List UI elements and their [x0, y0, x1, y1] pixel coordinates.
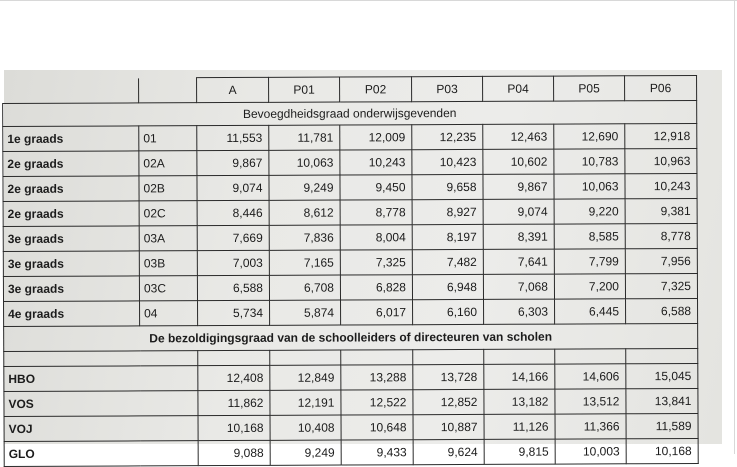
salary-value: 12,235	[412, 124, 483, 149]
salary-value: 11,589	[626, 413, 698, 438]
salary-value: 9,249	[269, 175, 340, 200]
salary-value: 10,602	[483, 149, 554, 174]
salary-table	[2, 75, 699, 467]
salary-value: 12,849	[270, 365, 341, 390]
table-row	[3, 248, 697, 276]
salary-value: 10,887	[413, 414, 484, 439]
salary-value: 12,408	[198, 365, 270, 390]
salary-value: 7,641	[483, 249, 554, 274]
spacer-cell	[555, 348, 626, 363]
grade-label: 2e graads	[3, 200, 139, 226]
salary-table-body	[3, 75, 699, 466]
salary-value: 8,391	[483, 224, 554, 249]
salary-value: 10,243	[625, 173, 697, 198]
salary-value: 8,778	[340, 199, 412, 224]
salary-value: 6,708	[269, 275, 340, 300]
spacer-cell	[4, 350, 198, 366]
salary-value: 9,381	[625, 198, 697, 223]
salary-value: 12,852	[413, 389, 484, 414]
salary-value: 9,433	[341, 439, 413, 464]
salary-value: 9,624	[413, 439, 484, 464]
grade-label: 2e graads	[3, 150, 139, 176]
school-type-label: VOS	[4, 390, 198, 416]
salary-value: 11,366	[555, 413, 626, 438]
school-type-label: HBO	[4, 365, 198, 391]
salary-value: 14,606	[555, 363, 626, 388]
salary-value: 8,612	[269, 200, 340, 225]
salary-value: 10,648	[341, 414, 413, 439]
salary-value: 7,956	[625, 248, 697, 273]
grade-code: 02C	[139, 200, 197, 225]
salary-value: 12,463	[483, 124, 554, 149]
salary-value: 9,815	[484, 439, 555, 464]
grade-code: 01	[139, 125, 197, 150]
salary-value: 13,728	[413, 364, 484, 389]
salary-value: 9,220	[554, 198, 625, 223]
table-row	[4, 413, 698, 441]
table-row	[3, 198, 697, 226]
salary-value: 8,197	[412, 224, 483, 249]
grade-code: 03B	[139, 250, 197, 275]
grade-label: 2e graads	[3, 175, 139, 201]
spacer-cell	[484, 349, 555, 364]
salary-value: 10,168	[198, 415, 270, 440]
salary-value: 8,446	[197, 200, 269, 225]
salary-value: 12,522	[341, 389, 413, 414]
table-row	[4, 438, 698, 466]
salary-value: 10,168	[626, 438, 698, 463]
salary-value: 10,963	[625, 148, 697, 173]
salary-value: 6,588	[626, 298, 698, 323]
salary-value: 12,191	[270, 390, 341, 415]
salary-value: 8,004	[340, 224, 412, 249]
salary-value: 13,182	[484, 389, 555, 414]
salary-value: 7,482	[412, 249, 483, 274]
grade-label: 4e graads	[4, 300, 140, 326]
spacer-cell	[626, 348, 698, 363]
salary-value: 10,063	[554, 173, 625, 198]
salary-value: 6,160	[413, 299, 484, 324]
salary-value: 7,068	[483, 274, 554, 299]
salary-value: 5,734	[198, 300, 270, 325]
school-type-label: GLO	[4, 440, 198, 466]
salary-value: 9,074	[483, 199, 554, 224]
table-row	[3, 173, 697, 201]
column-header: A	[197, 77, 269, 102]
salary-value: 8,927	[412, 199, 483, 224]
salary-value: 9,867	[197, 150, 269, 175]
grade-label: 3e graads	[3, 225, 139, 251]
grade-code: 04	[140, 300, 198, 325]
column-header-row	[3, 75, 697, 103]
salary-value: 8,585	[554, 223, 625, 248]
column-header: P02	[340, 77, 412, 102]
salary-value: 5,874	[270, 300, 341, 325]
section-title-row	[4, 323, 698, 351]
grade-label: 1e graads	[3, 125, 139, 151]
spacer-cell	[270, 350, 341, 365]
table-row	[3, 123, 697, 151]
salary-value: 9,450	[340, 174, 412, 199]
grade-code: 03C	[139, 275, 197, 300]
salary-value: 7,325	[625, 273, 697, 298]
section-title: De bezoldigingsgraad van de schoolleiders of directeuren van scholen	[4, 323, 698, 351]
salary-value: 9,867	[483, 174, 554, 199]
salary-value: 13,841	[626, 388, 698, 413]
school-type-label: VOJ	[4, 415, 198, 441]
table-row	[3, 148, 697, 176]
corner-cell	[139, 78, 197, 103]
grade-code: 02A	[139, 150, 197, 175]
salary-value: 7,836	[269, 225, 340, 250]
salary-value: 9,088	[198, 440, 270, 465]
corner-cell	[3, 78, 139, 103]
spacer-cell	[341, 349, 413, 364]
table-row	[3, 273, 697, 301]
table-row	[4, 388, 698, 416]
salary-value: 7,799	[554, 248, 625, 273]
column-header: P01	[269, 77, 340, 102]
salary-value: 6,828	[340, 274, 412, 299]
right-border	[734, 0, 735, 454]
salary-value: 6,948	[412, 274, 483, 299]
salary-value: 10,003	[555, 438, 626, 463]
salary-value: 10,063	[269, 150, 340, 175]
grade-code: 02B	[139, 175, 197, 200]
salary-value: 7,003	[197, 250, 269, 275]
salary-value: 6,303	[484, 299, 555, 324]
salary-value: 10,423	[412, 149, 483, 174]
salary-value: 12,690	[554, 123, 625, 148]
section-title: Bevoegdheidsgraad onderwijsgevenden	[3, 100, 697, 126]
salary-value: 11,553	[197, 125, 269, 150]
grade-label: 3e graads	[3, 275, 139, 301]
salary-table-photo	[4, 70, 722, 461]
salary-value: 10,783	[554, 148, 625, 173]
salary-value: 13,288	[341, 364, 413, 389]
table-row	[4, 298, 698, 326]
salary-value: 6,017	[341, 299, 413, 324]
salary-value: 12,009	[340, 124, 412, 149]
salary-value: 7,325	[340, 249, 412, 274]
section-title-row	[3, 100, 697, 126]
salary-value: 9,658	[412, 174, 483, 199]
table-row	[3, 223, 697, 251]
top-border	[0, 0, 737, 1]
salary-value: 7,200	[554, 273, 625, 298]
column-header: P06	[625, 75, 697, 100]
salary-value: 7,165	[269, 250, 340, 275]
salary-value: 7,669	[197, 225, 269, 250]
salary-value: 9,249	[270, 440, 341, 465]
column-header: P05	[554, 76, 625, 101]
salary-value: 6,588	[197, 275, 269, 300]
salary-value: 8,778	[625, 223, 697, 248]
table-row	[4, 363, 698, 391]
salary-value: 11,781	[269, 125, 340, 150]
column-header: P03	[412, 76, 483, 101]
salary-value: 12,918	[625, 123, 697, 148]
grade-label: 3e graads	[3, 250, 139, 276]
salary-value: 11,126	[484, 414, 555, 439]
salary-value: 11,862	[198, 390, 270, 415]
salary-value: 14,166	[484, 364, 555, 389]
salary-value: 6,445	[555, 298, 626, 323]
paper-sheet	[4, 67, 724, 461]
salary-value: 10,408	[270, 415, 341, 440]
salary-value: 15,045	[626, 363, 698, 388]
salary-value: 13,512	[555, 388, 626, 413]
spacer-cell	[413, 349, 484, 364]
column-header: P04	[483, 76, 554, 101]
grade-code: 03A	[139, 225, 197, 250]
spacer-cell	[198, 350, 270, 365]
salary-value: 10,243	[340, 149, 412, 174]
salary-value: 9,074	[197, 175, 269, 200]
